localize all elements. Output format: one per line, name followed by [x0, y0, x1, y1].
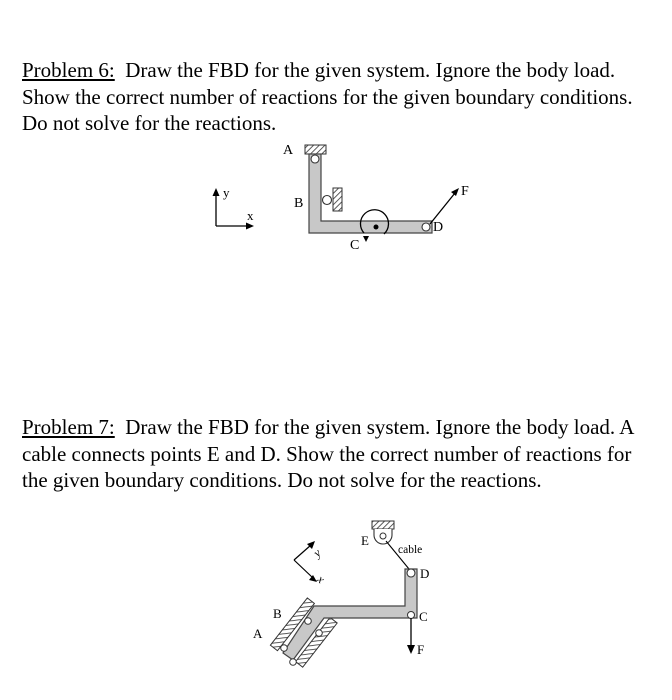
p7-axis-y-label: y	[310, 545, 324, 560]
p6-roller-b	[323, 196, 332, 205]
p6-label-c: C	[350, 238, 360, 253]
p6-point-d	[422, 223, 430, 231]
p7-point-d	[407, 569, 415, 577]
p7-label-c: C	[419, 609, 428, 624]
problem6-figure	[213, 143, 470, 253]
p6-label-b: B	[294, 196, 304, 211]
problem-7-text: Draw the FBD for the given system. Ignore the body load. A cable connects points E and D. Show the correct number of reactions for the given boundary conditions. Do not solve for the reactions.	[22, 415, 634, 492]
p7-label-f: F	[417, 642, 425, 657]
p7-point-c	[408, 612, 415, 619]
problem-7-title: Problem 7:	[22, 415, 115, 439]
p6-label-f: F	[461, 184, 469, 199]
p7-axis-x-label: x	[314, 572, 328, 587]
p7-force-f-arrow	[407, 618, 415, 654]
p7-pulley-e-icon	[374, 529, 392, 544]
p7-label-a: A	[253, 626, 263, 641]
p7-axes	[294, 541, 328, 587]
p6-axis-x-label: x	[247, 208, 254, 223]
problem-7-statement	[22, 414, 652, 494]
p6-label-a: A	[283, 143, 294, 158]
p7-roller-2	[316, 630, 323, 637]
p6-force-f-arrow	[430, 188, 459, 224]
p6-axis-y-label: y	[223, 185, 230, 200]
p6-wall-support-b	[333, 188, 342, 211]
p6-pin-a	[311, 155, 319, 163]
problem7-figure	[253, 521, 429, 667]
problem-6-text: Draw the FBD for the given system. Ignore the body load. Show the correct number of reactions for the given boundary conditions. Do not solve for the reactions.	[22, 58, 633, 135]
problem-6-title: Problem 6:	[22, 58, 115, 82]
p7-ceiling-support-e	[372, 521, 394, 529]
problem-6-statement	[22, 57, 652, 137]
p6-ceiling-support-a	[305, 145, 326, 154]
p7-roller-4	[290, 659, 297, 666]
p7-cable-label: cable	[398, 544, 423, 556]
p6-l-shaped-beam	[309, 154, 432, 233]
p7-roller-1	[305, 618, 312, 625]
p6-label-d: D	[433, 220, 444, 235]
p7-label-e: E	[361, 533, 369, 548]
p6-axes	[213, 185, 255, 230]
p7-label-d: D	[420, 566, 430, 581]
p7-roller-3	[281, 645, 288, 652]
p7-label-b: B	[273, 606, 282, 621]
